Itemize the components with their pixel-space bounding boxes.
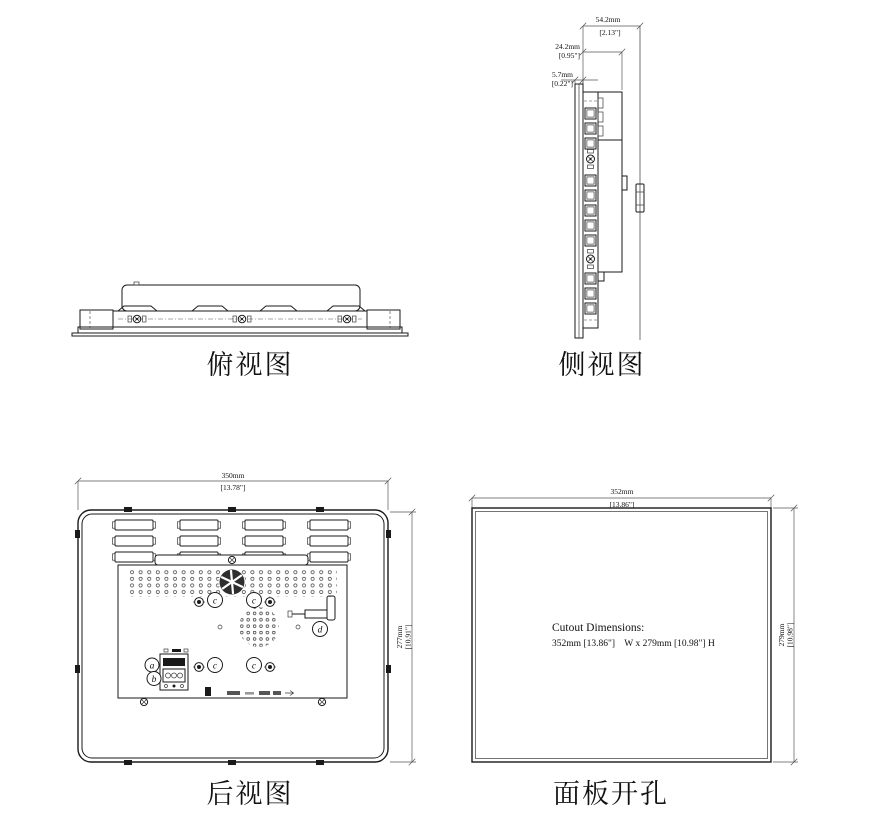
dim-bezel-depth-inch: [0.22"] [551, 79, 573, 88]
dim-rear-height [390, 509, 416, 765]
dim-cutout-width [469, 487, 774, 509]
top-view-label: 俯视图 [206, 350, 294, 380]
cutout-rectangle [472, 508, 771, 762]
cutout-note-body: 352mm [13.86"] W x 279mm [10.98"] H [552, 639, 715, 649]
side-view-drawing [540, 8, 700, 348]
callout-c-3: c [212, 661, 218, 672]
rear-view-drawing [60, 470, 440, 782]
dim-total-depth-mm: 54.2mm [595, 15, 621, 24]
rear-view-body [75, 507, 391, 765]
dim-bezel-depth-mm: 5.7mm [551, 70, 573, 79]
callout-a: a [149, 661, 155, 672]
dim-total-depth [580, 15, 643, 88]
speaker-grille [239, 607, 279, 647]
fan [219, 569, 246, 596]
dim-rear-width [75, 471, 391, 510]
dim-cutout-height [773, 505, 798, 765]
cutout-view-label: 面板开孔 [553, 779, 669, 809]
rear-view-label: 后视图 [206, 779, 294, 809]
dim-cutout-width-mm: 352mm [610, 487, 634, 496]
dim-rear-depth-mm: 24.2mm [555, 42, 580, 51]
dim-rear-height-inch: [10.91"] [403, 624, 413, 650]
dim-rear-width-mm: 350mm [221, 471, 245, 480]
callout-b: b [151, 675, 157, 685]
cutout-note-title: Cutout Dimensions: [552, 622, 645, 634]
callout-d: d [317, 625, 323, 636]
cutout-view-drawing [460, 480, 830, 782]
callout-c-2: c [251, 596, 257, 607]
dim-cutout-height-inch: [10.98"] [785, 622, 795, 648]
dim-rear-width-inch: [13.78"] [220, 483, 246, 492]
dim-rear-height-mm: 277mm [395, 625, 404, 649]
side-view-body [575, 26, 644, 340]
side-view-label: 侧视图 [558, 350, 646, 380]
dim-cutout-width-inch: [13.86"] [609, 500, 635, 509]
dim-total-depth-inch: [2.13"] [599, 28, 621, 37]
top-view-body [72, 282, 408, 336]
side-vent-slots [584, 101, 597, 320]
callout-c-4: c [251, 661, 257, 672]
dim-cutout-height-mm: 279mm [777, 623, 786, 647]
callout-c-1: c [212, 596, 218, 607]
side-fasteners [587, 150, 595, 269]
dim-rear-depth-inch: [0.95"] [558, 51, 580, 60]
